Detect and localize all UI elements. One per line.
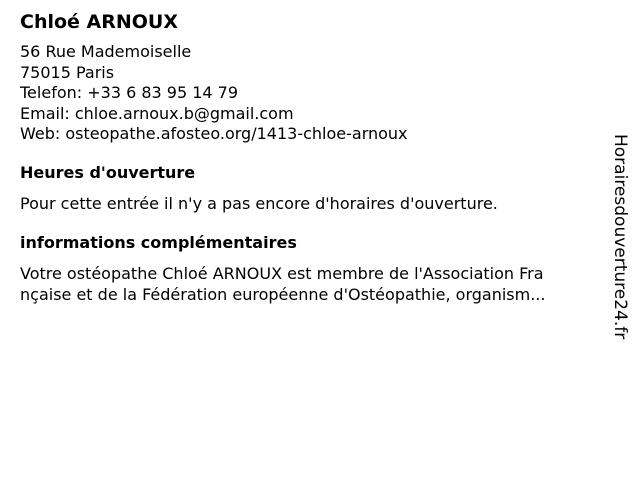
additional-info-line-1: Votre ostéopathe Chloé ARNOUX est membre de l'Association Fra — [20, 263, 544, 283]
additional-info-heading: informations complémentaires — [20, 232, 297, 252]
contact-block — [20, 42, 600, 145]
entry-card — [20, 10, 600, 305]
email-line: Email: chloe.arnoux.b@gmail.com — [20, 103, 294, 123]
additional-info-line-2: nçaise et de la Fédération européenne d'Ostéopathie, organism... — [20, 284, 546, 304]
address-street: 56 Rue Mademoiselle — [20, 42, 192, 61]
address-city: 75015 Paris — [20, 62, 115, 82]
watermark-text: Horairesdouverture24.fr — [610, 134, 630, 340]
opening-hours-heading: Heures d'ouverture — [20, 162, 196, 182]
phone-line: Telefon: +33 6 83 95 14 79 — [20, 83, 239, 102]
additional-info-text — [20, 263, 590, 305]
site-watermark — [610, 134, 630, 346]
opening-hours-text: Pour cette entrée il n'y a pas encore d'horaires d'ouverture. — [20, 193, 498, 213]
web-line: Web: osteopathe.afosteo.org/1413-chloe-arnoux — [20, 124, 408, 143]
entry-name: Chloé ARNOUX — [20, 11, 179, 33]
